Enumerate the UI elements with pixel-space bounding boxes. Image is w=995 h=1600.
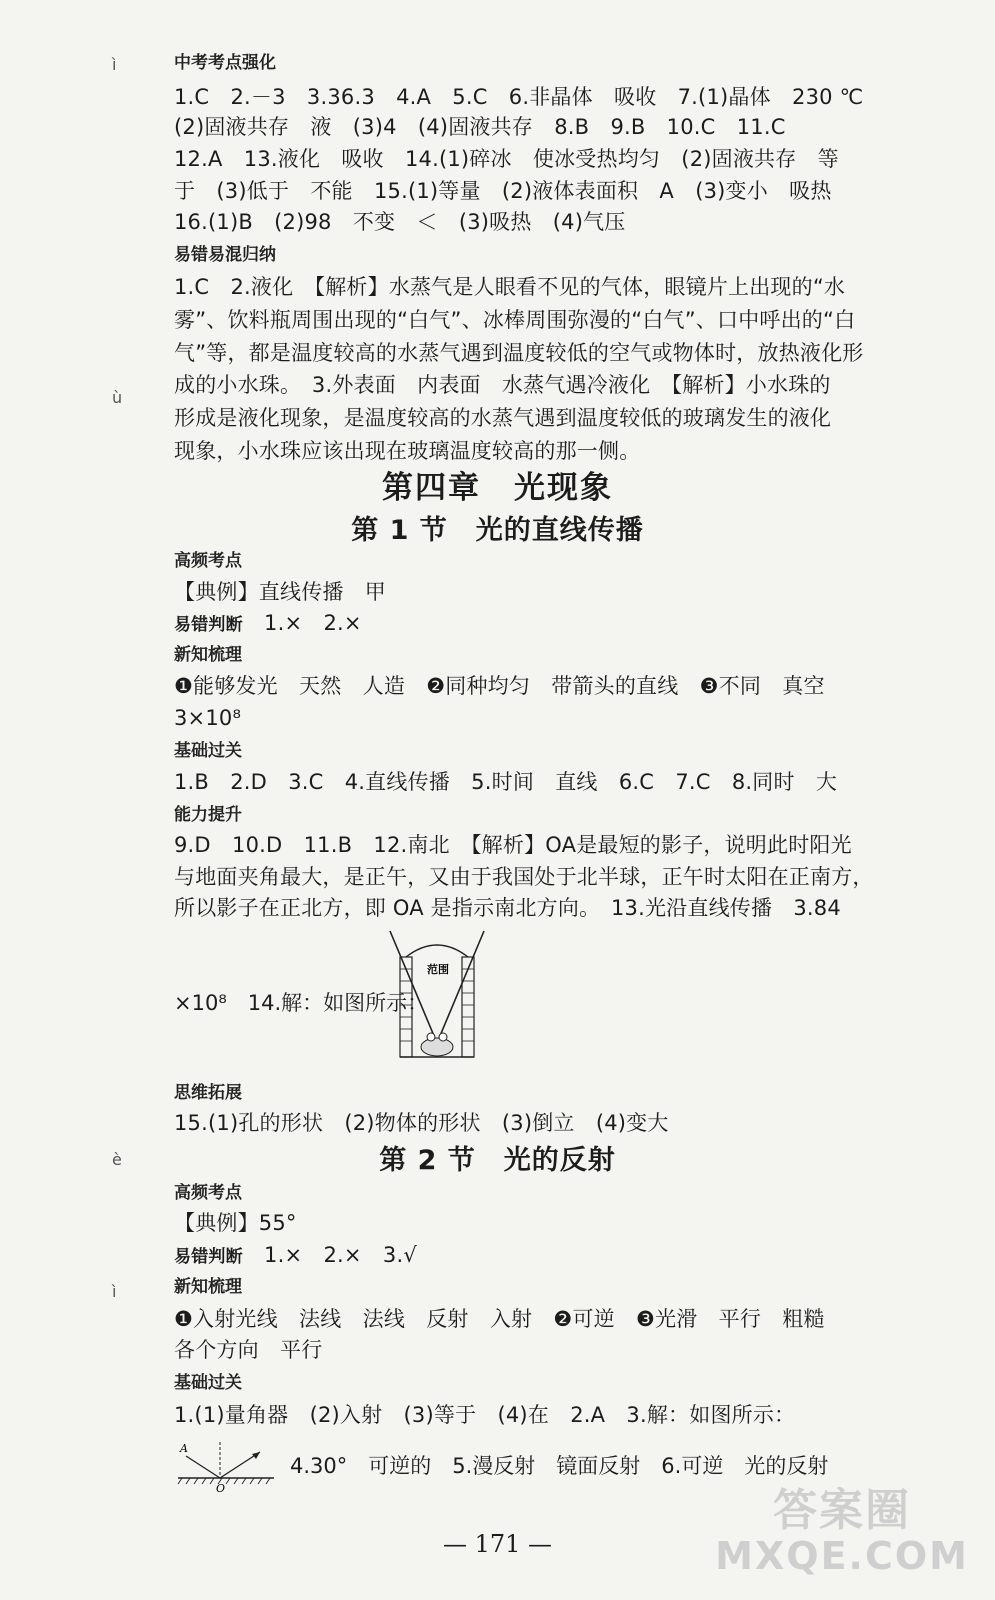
subheading-jichu: 基础过关 xyxy=(174,741,242,761)
subheading-nengli: 能力提升 xyxy=(174,805,242,825)
well-wall-left xyxy=(400,957,412,1057)
frog-in-well-figure xyxy=(382,925,492,1065)
answer-line: 现象，小水珠应该出现在玻璃温度较高的那一侧。 xyxy=(174,439,641,463)
subheading-gaopin-2: 高频考点 xyxy=(174,1183,242,1203)
answer-line: 1.C 2.液化 【解析】水蒸气是人眼看不见的气体，眼镜片上出现的“水 xyxy=(174,275,846,299)
answer-line xyxy=(174,1240,805,1272)
reflected-ray-arrow xyxy=(252,1452,260,1459)
well-wall-right xyxy=(462,957,474,1057)
yicuo-answers-2: 1.× 2.× 3.√ xyxy=(264,1243,417,1267)
margin-mark: ù xyxy=(112,388,123,407)
range-arc xyxy=(406,945,468,957)
answer-line: 雾”、饮料瓶周围出现的“白气”、冰棒周围弥漫的“白气”、口中呼出的“白 xyxy=(174,308,856,332)
range-label: 范围 xyxy=(427,963,449,976)
label-yicuo: 易错判断 xyxy=(174,615,243,635)
chapter-title: 第四章 光现象 xyxy=(382,470,613,506)
point-o-label: O xyxy=(216,1482,226,1494)
answer-line: ❶入射光线 法线 法线 反射 入射 ❷可逆 ❸光滑 平行 粗糙 xyxy=(174,1307,825,1331)
frog-eye-left xyxy=(427,1033,435,1041)
watermark-cn: 答案圈 xyxy=(773,1485,912,1536)
subheading-siwei: 思维拓展 xyxy=(174,1083,242,1103)
subheading-gaopin: 高频考点 xyxy=(174,551,242,571)
frog-body xyxy=(421,1038,453,1056)
reflection-figure xyxy=(174,1436,280,1494)
answer-line: 4.30° 可逆的 5.漫反射 镜面反射 6.可逆 光的反射 xyxy=(290,1454,829,1478)
section-title-1: 第 1 节 光的直线传播 xyxy=(351,515,644,546)
watermark-en: MXQE.COM xyxy=(715,1534,969,1578)
label-yicuo-2: 易错判断 xyxy=(174,1247,243,1267)
subheading-jichu-2: 基础过关 xyxy=(174,1373,242,1393)
answer-line: 16.(1)B (2)98 不变 ＜ (3)吸热 (4)气压 xyxy=(174,210,626,234)
answer-line: 15.(1)孔的形状 (2)物体的形状 (3)倒立 (4)变大 xyxy=(174,1111,669,1135)
answer-line: 气”等，都是温度较高的水蒸气遇到温度较低的空气或物体时，放热液化形 xyxy=(174,341,864,365)
point-a-label: A xyxy=(180,1442,188,1455)
light-ray-right xyxy=(437,931,484,1043)
margin-mark: ì xyxy=(112,55,117,74)
answer-line: 1.(1)量角器 (2)入射 (3)等于 (4)在 2.A 3.解：如图所示： xyxy=(174,1403,796,1427)
answer-line: 与地面夹角最大，是正午，又由于我国处于北半球，正午时太阳在正南方， xyxy=(174,865,874,889)
frog-eye-right xyxy=(439,1033,447,1041)
section-title-2: 第 2 节 光的反射 xyxy=(379,1145,616,1176)
yicuo-answers: 1.× 2.× xyxy=(264,611,362,635)
answer-line: 【典例】55° xyxy=(174,1211,297,1235)
answer-line: 12.A 13.液化 吸收 14.(1)碎冰 使冰受热均匀 (2)固液共存 等 xyxy=(174,147,839,171)
answer-line: 于 (3)低于 不能 15.(1)等量 (2)液体表面积 A (3)变小 吸热 xyxy=(174,179,832,203)
section-heading-zhongkao: 中考考点强化 xyxy=(174,53,276,73)
subheading-xinzhi-2: 新知梳理 xyxy=(174,1277,242,1297)
page-number: — 171 — xyxy=(442,1530,553,1558)
incident-ray xyxy=(186,1456,220,1478)
answer-line: 各个方向 平行 xyxy=(174,1338,323,1362)
figure-prefix-text: ×10⁸ 14.解：如图所示： xyxy=(174,991,429,1015)
answer-line: (2)固液共存 液 (3)4 (4)固液共存 8.B 9.B 10.C 11.C xyxy=(174,115,786,139)
margin-mark: ì xyxy=(112,1282,117,1301)
answer-line: 9.D 10.D 11.B 12.南北 【解析】OA是最短的影子，说明此时阳光 xyxy=(174,833,852,857)
site-watermark xyxy=(715,1474,969,1578)
subheading-xinzhi: 新知梳理 xyxy=(174,645,242,665)
light-ray-left xyxy=(390,931,437,1043)
answer-line: 成的小水珠。 3.外表面 内表面 水蒸气遇冷液化 【解析】小水珠的 xyxy=(174,373,831,397)
answer-line: 所以影子在正北方，即 OA 是指示南北方向。 13.光沿直线传播 3.84 xyxy=(174,896,841,920)
answer-line: 1.C 2.－3 3.36.3 4.A 5.C 6.非晶体 吸收 7.(1)晶体 230 ℃ xyxy=(174,85,864,109)
answer-line xyxy=(174,608,805,640)
answer-line: 形成是液化现象，是温度较高的水蒸气遇到温度较低的玻璃发生的液化 xyxy=(174,406,832,430)
margin-mark: è xyxy=(112,1150,122,1169)
section-heading-yicuo: 易错易混归纳 xyxy=(174,245,276,265)
answer-line: 3×10⁸ xyxy=(174,706,242,730)
answer-line: ❶能够发光 天然 人造 ❷同种均匀 带箭头的直线 ❸不同 真空 xyxy=(174,674,825,698)
answer-line: 1.B 2.D 3.C 4.直线传播 5.时间 直线 6.C 7.C 8.同时 大 xyxy=(174,770,838,794)
answer-line: 【典例】直线传播 甲 xyxy=(174,580,386,604)
